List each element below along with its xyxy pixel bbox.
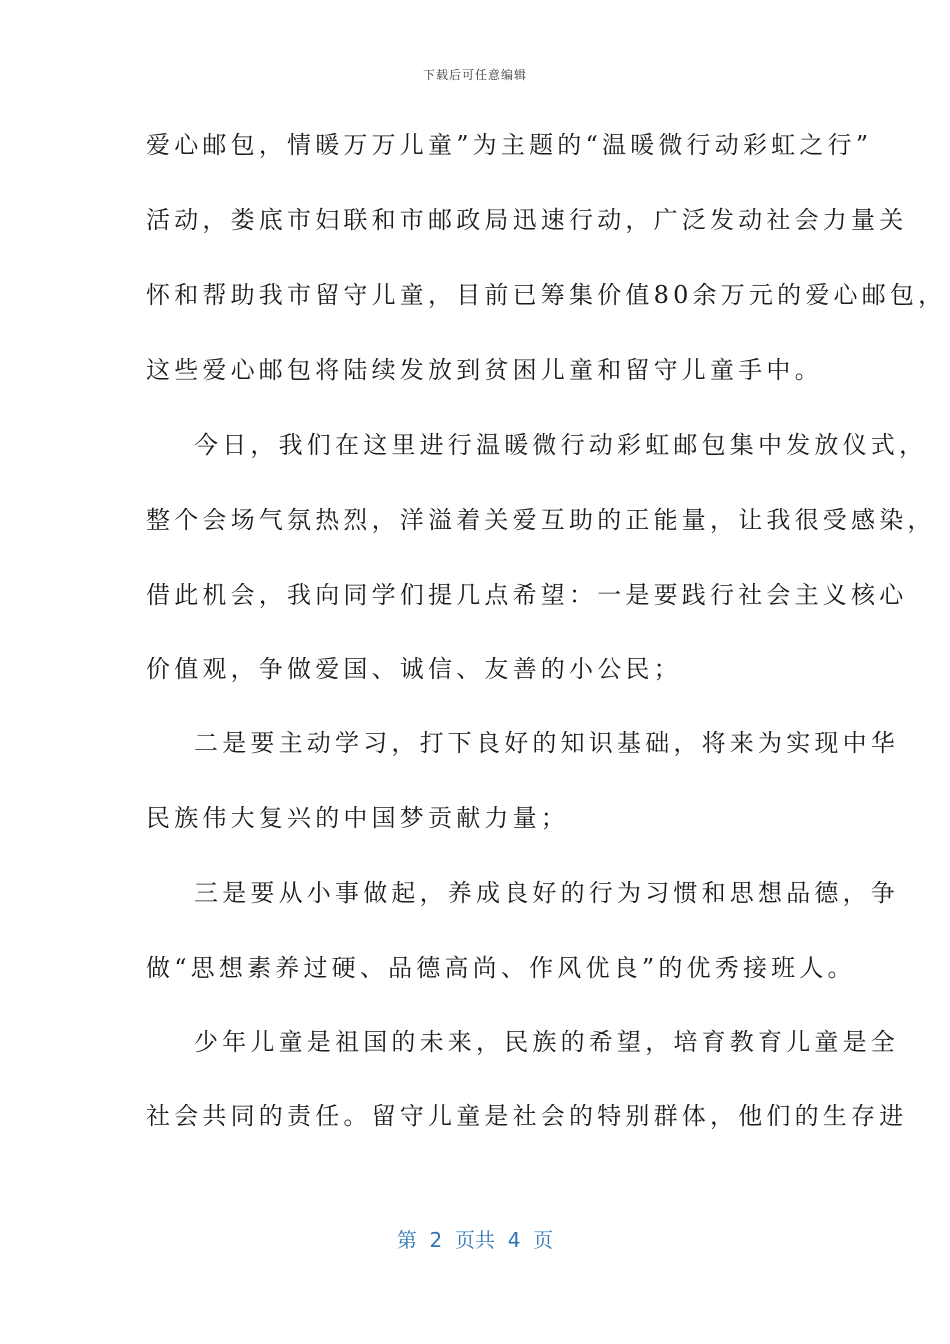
page-number: 第 2 页共 4 页 <box>396 1228 554 1252</box>
paragraph-line: 活动，娄底市妇联和市邮政局迅速行动，广泛发动社会力量关 <box>146 206 908 234</box>
paragraph-line: 做“思想素养过硬、品德高尚、作风优良”的优秀接班人。 <box>146 954 856 982</box>
paragraph-line: 今日，我们在这里进行温暖微行动彩虹邮包集中发放仪式， <box>194 431 928 459</box>
paragraph-line: 怀和帮助我市留守儿童，目前已筹集价值80余万元的爱心邮包， <box>146 281 947 309</box>
paragraph-line: 这些爱心邮包将陆续发放到贫困儿童和留守儿童手中。 <box>146 356 823 384</box>
paragraph-line: 借此机会，我向同学们提几点希望：一是要践行社会主义核心 <box>146 581 908 609</box>
paragraph-line: 价值观，争做爱国、诚信、友善的小公民； <box>146 655 682 683</box>
paragraph-line: 少年儿童是祖国的未来，民族的希望，培育教育儿童是全 <box>194 1028 899 1056</box>
paragraph-line: 整个会场气氛热烈，洋溢着关爱互助的正能量，让我很受感染， <box>146 506 936 534</box>
paragraph-line: 民族伟大复兴的中国梦贡献力量； <box>146 804 569 832</box>
header-note: 下载后可任意编辑 <box>422 68 527 82</box>
paragraph-line: 社会共同的责任。留守儿童是社会的特别群体，他们的生存进 <box>146 1102 908 1130</box>
paragraph-line: 三是要从小事做起，养成良好的行为习惯和思想品德，争 <box>194 879 899 907</box>
paragraph-line: 爱心邮包，情暖万万儿童”为主题的“温暖微行动彩虹之行” <box>146 131 873 159</box>
paragraph-line: 二是要主动学习，打下良好的知识基础，将来为实现中华 <box>194 729 899 757</box>
